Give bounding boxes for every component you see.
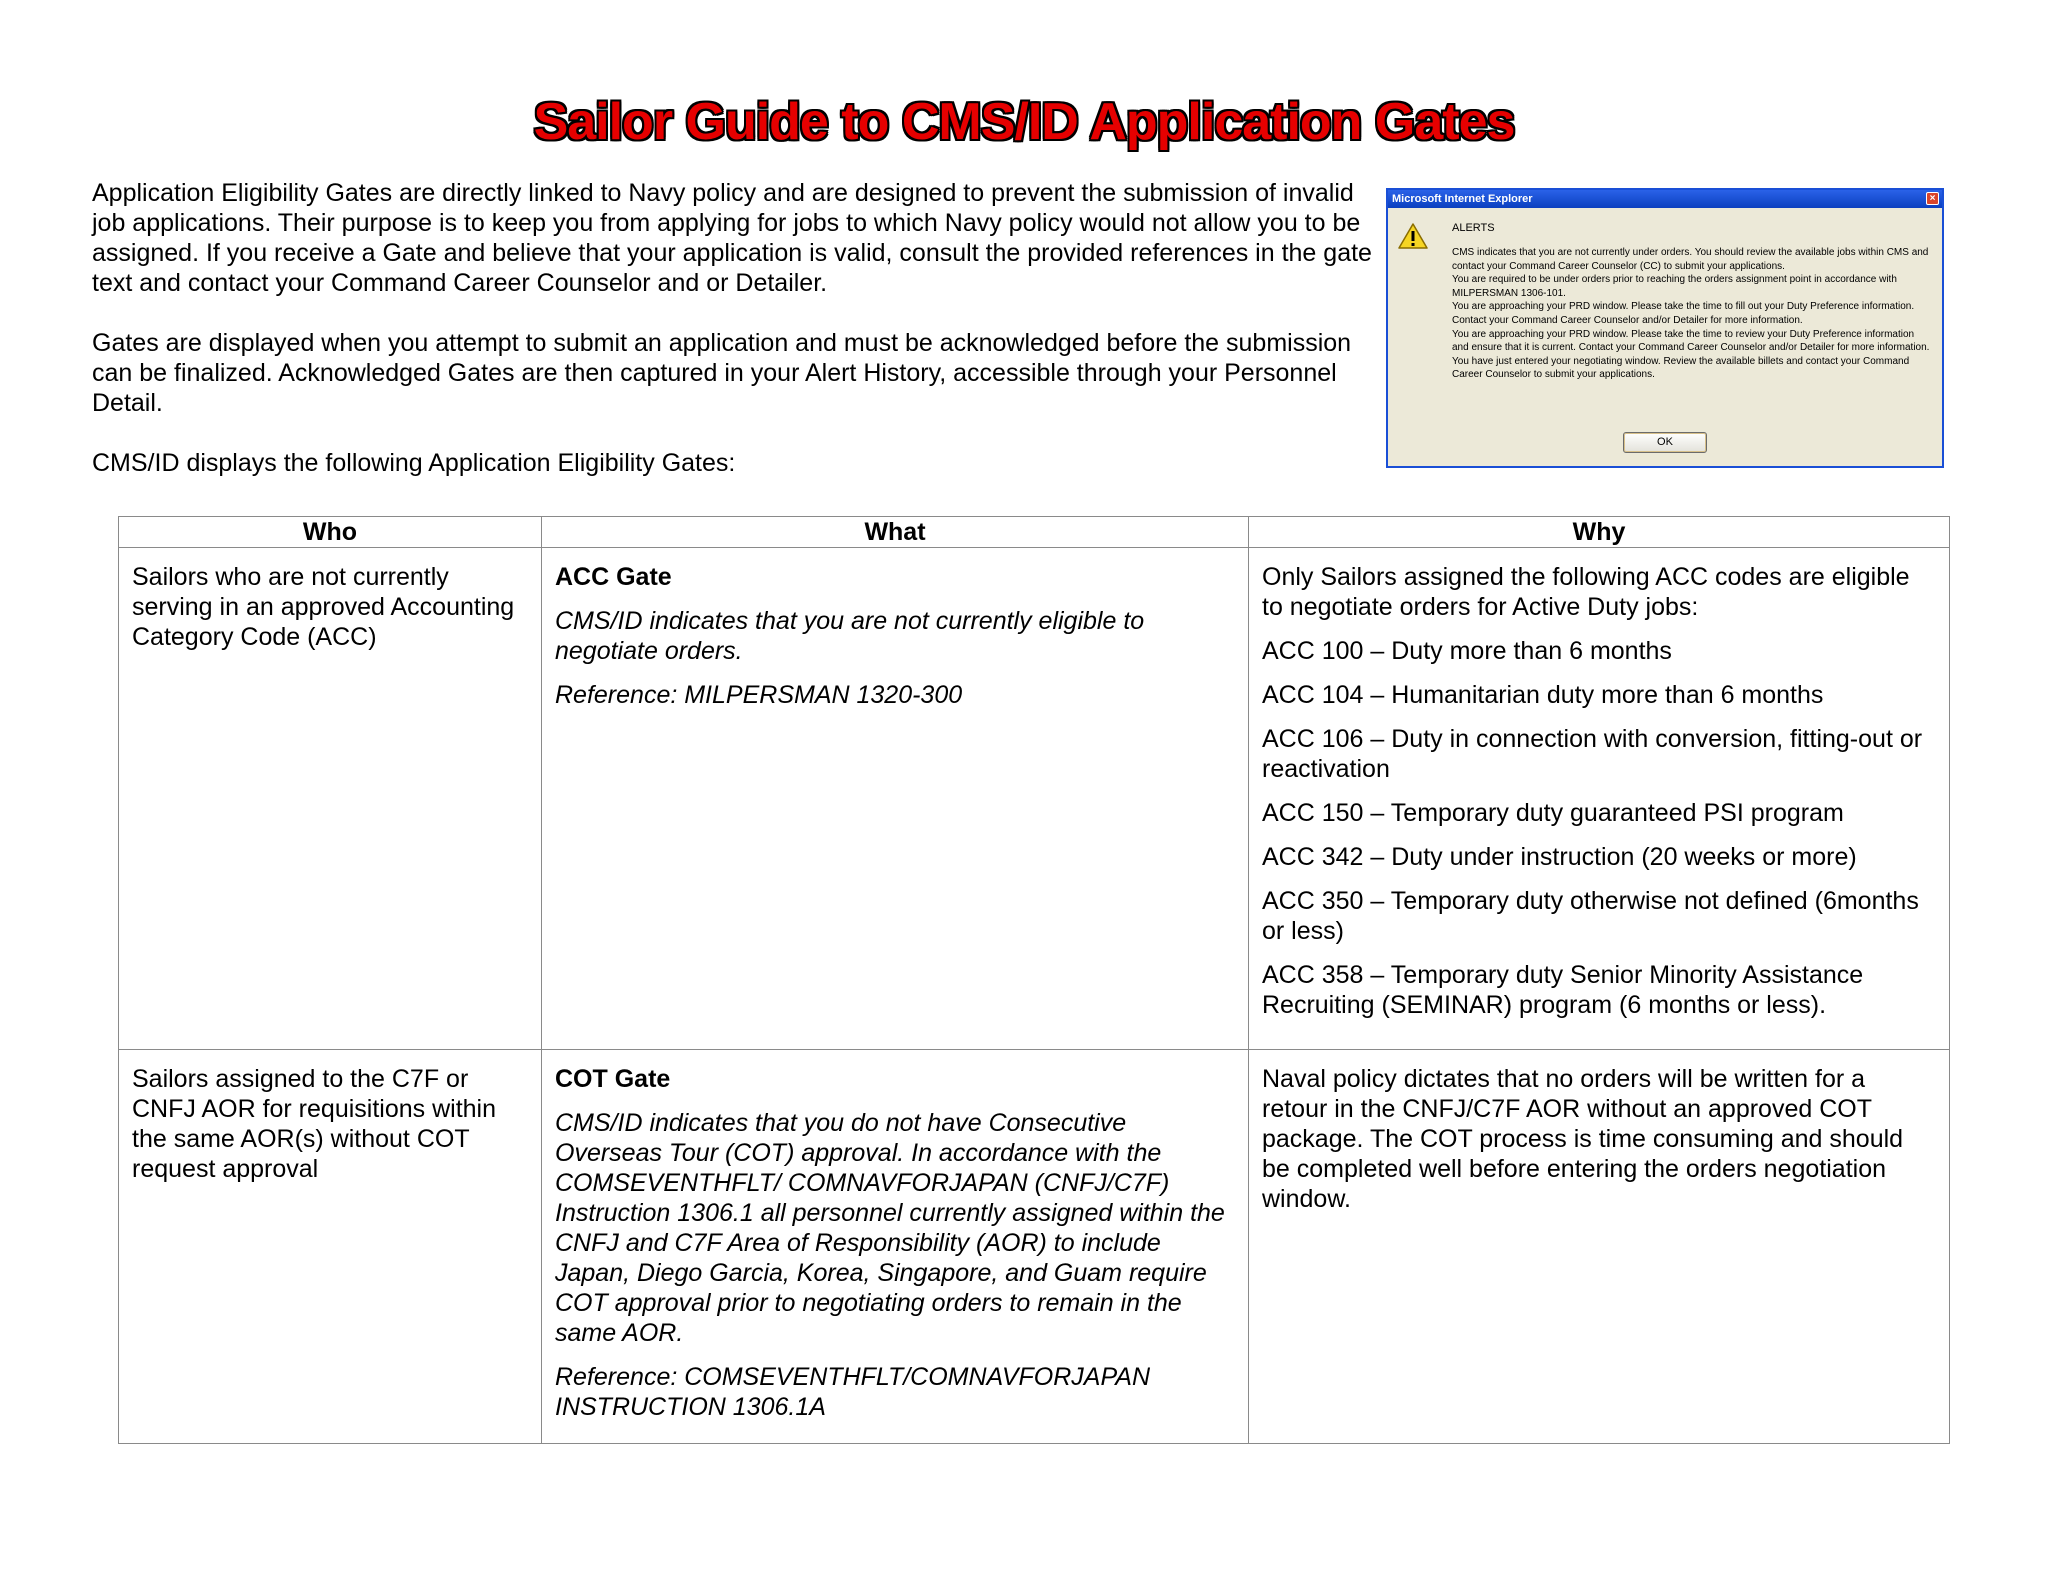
dialog-message-line: CMS indicates that you are not currently under orders. You should review the available jobs within CMS and contact your Command Career Counselor (CC) to submit your applications. <box>1452 247 1929 272</box>
table-row <box>119 548 1950 1050</box>
dialog-message <box>1452 246 1932 382</box>
page-title: Sailor Guide to CMS/ID Application Gates <box>533 93 1515 151</box>
gate-description: CMS/ID indicates that you do not have Consecutive Overseas Tour (COT) approval. In accordance with the COMSEVENTHFLT/ COMNAVFORJAPAN (CNFJ/C7F) Instruction 1306.1 all personnel currently assigned within the CNFJ and C7F Area of Responsibility (AOR) to include Japan, Diego Garcia, Korea, Singapore, and Guam require COT approval prior to negotiating orders to remain in the same AOR. <box>555 1109 1225 1347</box>
acc-code-line: ACC 104 – Humanitarian duty more than 6 months <box>1262 681 1824 709</box>
gate-description: CMS/ID indicates that you are not currently eligible to negotiate orders. <box>555 607 1145 665</box>
intro-paragraph-3: CMS/ID displays the following Application Eligibility Gates: <box>92 449 736 477</box>
dialog-message-line: You are approaching your PRD window. Please take the time to review your Duty Preference information and ensure that it is current. Contact your Command Career Counselor and/or Detailer for more information. <box>1452 328 1930 354</box>
dialog-heading: ALERTS <box>1452 222 1495 234</box>
why-line: Only Sailors assigned the following ACC codes are eligible to negotiate orders for Active Duty jobs: <box>1262 563 1910 621</box>
who-cell: Sailors assigned to the C7F or CNFJ AOR for requisitions within the same AOR(s) without COT request approval <box>119 1050 542 1444</box>
gates-table <box>118 516 1950 1444</box>
acc-code-line: ACC 358 – Temporary duty Senior Minority Assistance Recruiting (SEMINAR) program (6 months or less). <box>1262 961 1864 1019</box>
ok-button[interactable]: OK <box>1623 432 1707 453</box>
table-row <box>119 1050 1950 1444</box>
close-icon[interactable]: × <box>1926 192 1939 205</box>
dialog-message-line: You are required to be under orders prior to reaching the orders assignment point in accordance with MILPERSMAN 1306-101. <box>1452 274 1897 299</box>
intro-text <box>92 178 1372 478</box>
gate-name: COT Gate <box>555 1065 671 1093</box>
gate-name: ACC Gate <box>555 563 672 591</box>
dialog-message-line: You are approaching your PRD window. Please take the time to fill out your Duty Preference information. Contact your Command Career Counselor and/or Detailer for more information. <box>1452 301 1915 326</box>
gate-reference: Reference: COMSEVENTHFLT/COMNAVFORJAPAN INSTRUCTION 1306.1A <box>555 1363 1151 1421</box>
acc-code-line: ACC 106 – Duty in connection with conversion, fitting-out or reactivation <box>1262 725 1923 783</box>
what-cell <box>542 1050 1249 1444</box>
dialog-title: Microsoft Internet Explorer <box>1392 193 1533 205</box>
acc-code-line: ACC 100 – Duty more than 6 months <box>1262 637 1672 665</box>
what-cell <box>542 548 1249 1050</box>
gate-reference: Reference: MILPERSMAN 1320-300 <box>555 681 963 709</box>
why-line: Naval policy dictates that no orders will be written for a retour in the CNFJ/C7F AOR without an approved COT package. The COT process is time consuming and should be completed well before entering the orders negotiation window. <box>1262 1065 1904 1213</box>
header-why: Why <box>1249 517 1950 548</box>
alert-dialog-screenshot <box>1386 188 1944 468</box>
who-cell: Sailors who are not currently serving in an approved Accounting Category Code (ACC) <box>119 548 542 1050</box>
dialog-message-line: You have just entered your negotiating window. Review the available billets and contact your Command Career Counselor to submit your applications. <box>1452 355 1910 381</box>
header-who: Who <box>119 517 542 548</box>
intro-paragraph-1: Application Eligibility Gates are directly linked to Navy policy and are designed to prevent the submission of invalid job applications. Their purpose is to keep you from applying for jobs to which Navy policy would not allow you to be assigned. If you receive a Gate and believe that your application is valid, consult the provided references in the gate text and contact your Command Career Counselor and or Detailer. <box>92 179 1372 297</box>
intro-paragraph-2: Gates are displayed when you attempt to submit an application and must be acknowledged before the submission can be finalized. Acknowledged Gates are then captured in your Alert History, accessible through your Personnel Detail. <box>92 329 1352 417</box>
why-cell <box>1249 548 1950 1050</box>
why-cell <box>1249 1050 1950 1444</box>
acc-code-line: ACC 350 – Temporary duty otherwise not defined (6months or less) <box>1262 887 1919 945</box>
table-header-row <box>119 517 1950 548</box>
dialog-titlebar <box>1388 190 1942 208</box>
warning-icon <box>1398 222 1428 250</box>
acc-code-line: ACC 150 – Temporary duty guaranteed PSI program <box>1262 799 1844 827</box>
acc-code-line: ACC 342 – Duty under instruction (20 weeks or more) <box>1262 843 1857 871</box>
header-what: What <box>542 517 1249 548</box>
